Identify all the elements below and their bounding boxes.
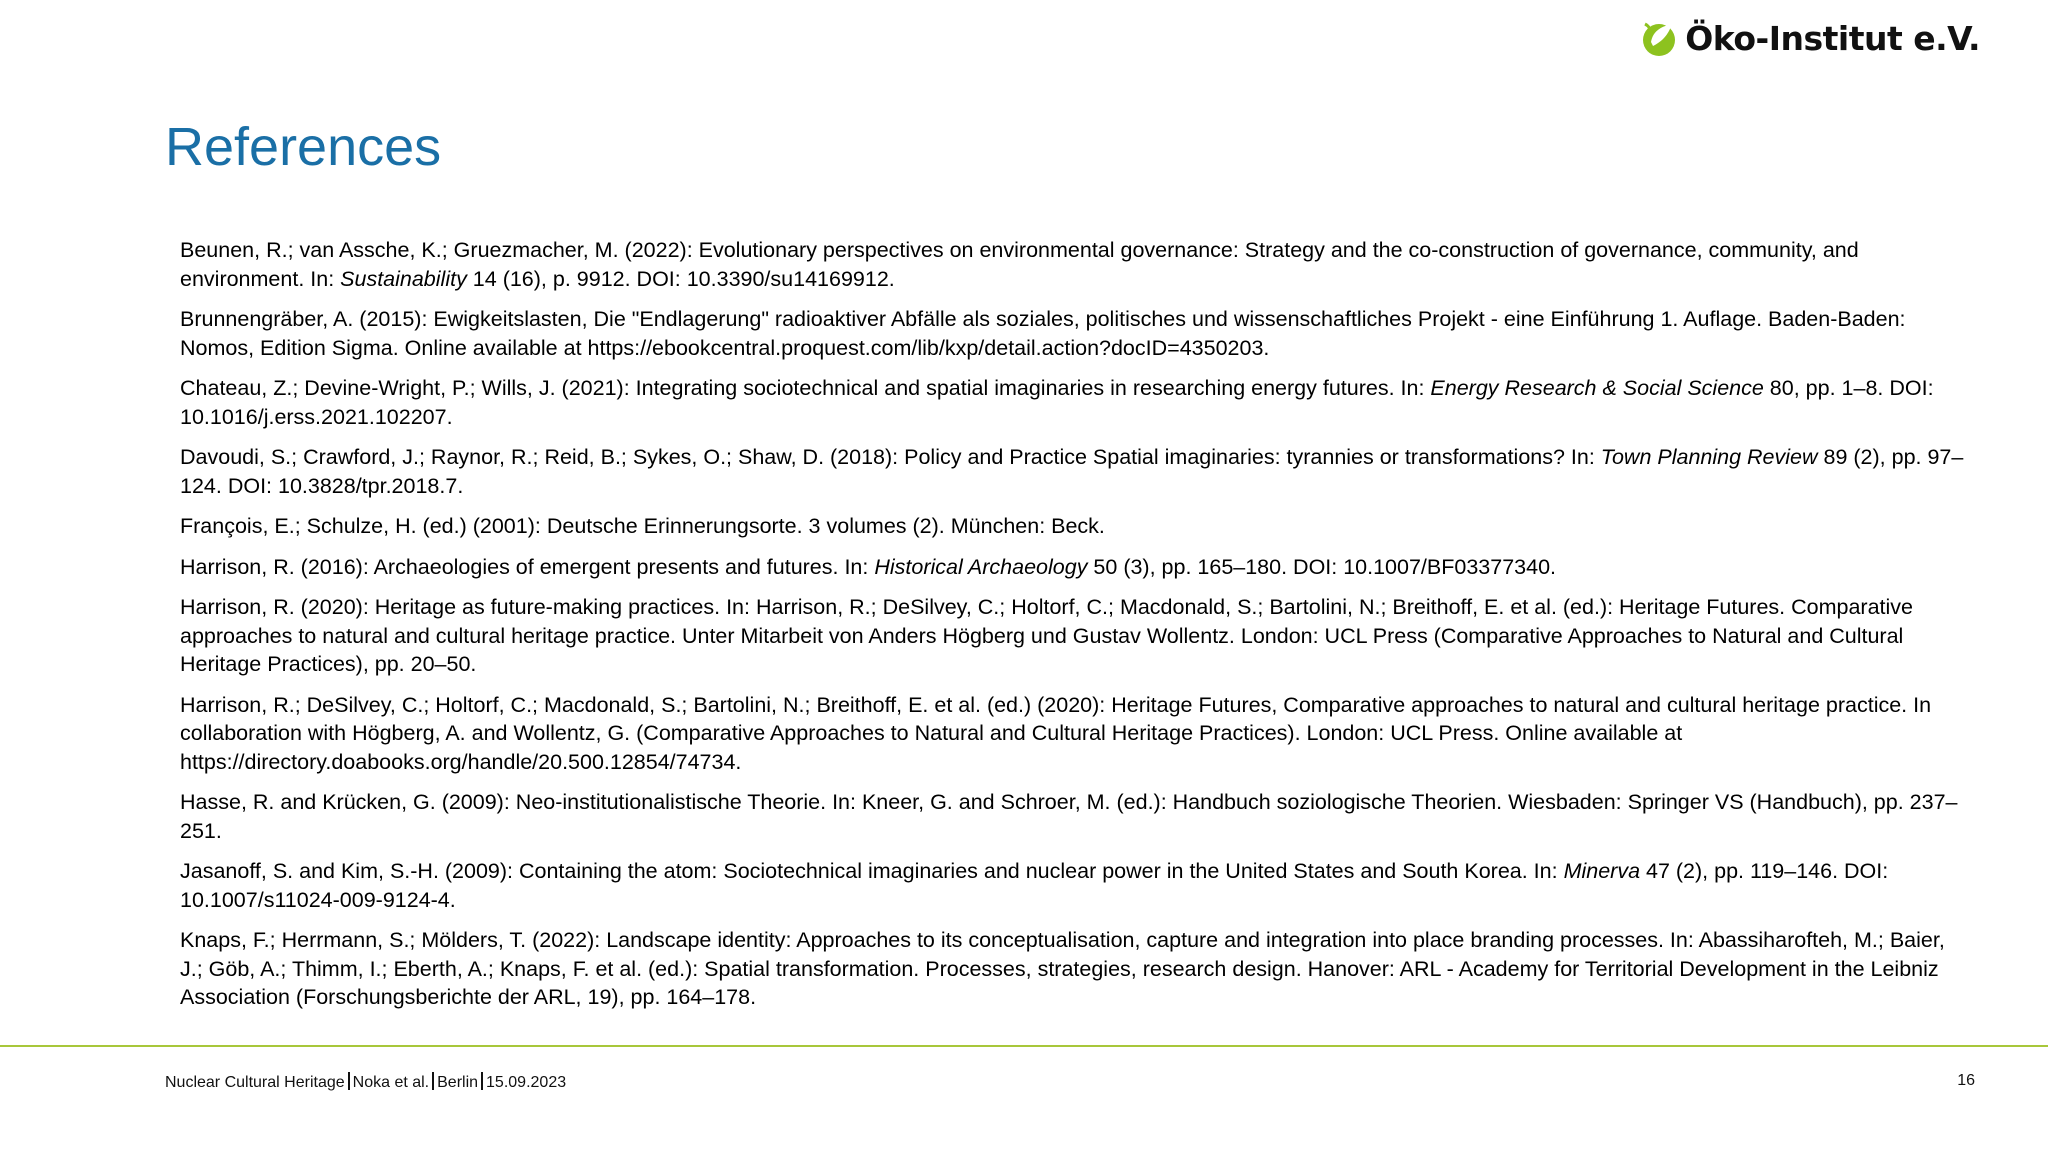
footer-date: 15.09.2023: [486, 1074, 567, 1091]
reference-text: Harrison, R. (2020): Heritage as future-making practices. In: Harrison, R.; DeSilvey, C.; Holtorf, C.; Macdonald, S.; Bartolini, N.; Breithoff, E. et al. (ed.): Heritage Futures. Comparative approaches to natural and cultural heritage practice. Unter Mitarbeit von Anders Högberg und Gustav Wollentz. London: UCL Press (Comparative Approaches to Natural and Cultural Heritage Practices), pp. 20–50.: [180, 595, 1914, 676]
reference-item: [180, 236, 1970, 293]
reference-text: 50 (3), pp. 165–180. DOI: 10.1007/BF03377340.: [1087, 554, 1557, 579]
footer-separator: [481, 1072, 483, 1090]
reference-item: [180, 788, 1970, 845]
reference-text: Jasanoff, S. and Kim, S.-H. (2009): Containing the atom: Sociotechnical imaginaries and nuclear power in the United States and South Korea. In:: [180, 859, 1564, 883]
reference-text: Knaps, F.; Herrmann, S.; Mölders, T. (2022): Landscape identity: Approaches to its conceptualisation, capture and integration into place branding processes. In: Abassiharofteh, M.; Baier, J.; Göb, A.; Thimm, I.; Eberth, A.; Knaps, F. et al. (ed.): Spatial transformation. Processes, strategies, research design. Hanover: ARL - Academy for Territorial Development in the Leibniz Association (Forschungsberichte der ARL, 19), pp. 164–178.: [180, 928, 1945, 1009]
reference-item: [180, 691, 1970, 777]
reference-text: Beunen, R.; van Assche, K.; Gruezmacher, M. (2022): Evolutionary perspectives on environmental governance: Strategy and the co-construction of governance, community, and environment. In:: [180, 238, 1859, 291]
reference-journal: Historical Archaeology: [874, 554, 1088, 579]
footer-separator: [348, 1072, 350, 1090]
page-number: 16: [1957, 1072, 1975, 1089]
reference-text: Brunnengräber, A. (2015): Ewigkeitslasten, Die "Endlagerung" radioaktiver Abfälle als soziales, politisches und wissenschaftliches Projekt - eine Einführung 1. Auflage. Baden-Baden: Nomos, Edition Sigma. Online available at https://ebookcentral.proquest.com/lib/kxp/detail.action?docID=4350203.: [180, 307, 1906, 360]
reference-item: [180, 857, 1970, 914]
reference-item: [180, 926, 1970, 1012]
reference-text: 89 (2), pp. 97–124. DOI: 10.3828/tpr.2018.7.: [180, 445, 1964, 498]
reference-item: [180, 593, 1970, 679]
reference-journal: Energy Research & Social Science: [1430, 376, 1764, 400]
footer-event: Nuclear Cultural Heritage: [165, 1074, 345, 1091]
reference-text: Harrison, R.; DeSilvey, C.; Holtorf, C.; Macdonald, S.; Bartolini, N.; Breithoff, E. et al. (ed.) (2020): Heritage Futures, Comparative approaches to natural and cultural heritage practice. In collaboration with Högberg, A. and Wollentz, G. (Comparative Approaches to Natural and Cultural Heritage Practices). London: UCL Press. Online available at https://directory.doabooks.org/handle/20.500.12854/74734.: [180, 692, 1932, 774]
reference-journal: Sustainability: [340, 266, 467, 291]
reference-item: [180, 443, 1970, 500]
reference-item: [180, 553, 1970, 582]
reference-text: Hasse, R. and Krücken, G. (2009): Neo-institutionalistische Theorie. In: Kneer, G. and Schroer, M. (ed.): Handbuch soziologische Theorien. Wiesbaden: Springer VS (Handbuch), pp. 237–251.: [180, 790, 1958, 843]
reference-text: Harrison, R. (2016): Archaeologies of emergent presents and futures. In:: [180, 554, 875, 579]
logo: [1639, 18, 1980, 58]
footer-divider: [0, 1045, 2048, 1047]
footer-separator: [432, 1072, 434, 1090]
footer-location: Berlin: [437, 1074, 479, 1091]
reference-item: [180, 512, 1970, 541]
reference-list: [180, 236, 1970, 1024]
footer-info: [165, 1072, 566, 1092]
page-title: References: [165, 117, 442, 177]
reference-text: François, E.; Schulze, H. (ed.) (2001): Deutsche Erinnerungsorte. 3 volumes (2). München: Beck.: [180, 514, 1105, 538]
reference-text: 80, pp. 1–8. DOI: 10.1016/j.erss.2021.102207.: [180, 376, 1934, 429]
footer-authors: Noka et al.: [352, 1074, 430, 1091]
reference-item: [180, 305, 1970, 362]
reference-text: 14 (16), p. 9912. DOI: 10.3390/su14169912.: [466, 266, 895, 291]
reference-text: Davoudi, S.; Crawford, J.; Raynor, R.; Reid, B.; Sykes, O.; Shaw, D. (2018): Policy and Practice Spatial imaginaries: tyrannies or transformations? In:: [180, 445, 1601, 469]
reference-journal: Minerva: [1563, 859, 1641, 883]
reference-text: 47 (2), pp. 119–146. DOI: 10.1007/s11024-009-9124-4.: [180, 859, 1889, 912]
reference-item: [180, 374, 1970, 431]
reference-text: Chateau, Z.; Devine-Wright, P.; Wills, J. (2021): Integrating sociotechnical and spatial imaginaries in researching energy futures. In:: [180, 376, 1431, 400]
reference-journal: Town Planning Review: [1600, 445, 1818, 469]
oeko-leaf-icon: [1639, 18, 1679, 58]
logo-text: Öko-Institut e.V.: [1685, 18, 1980, 58]
